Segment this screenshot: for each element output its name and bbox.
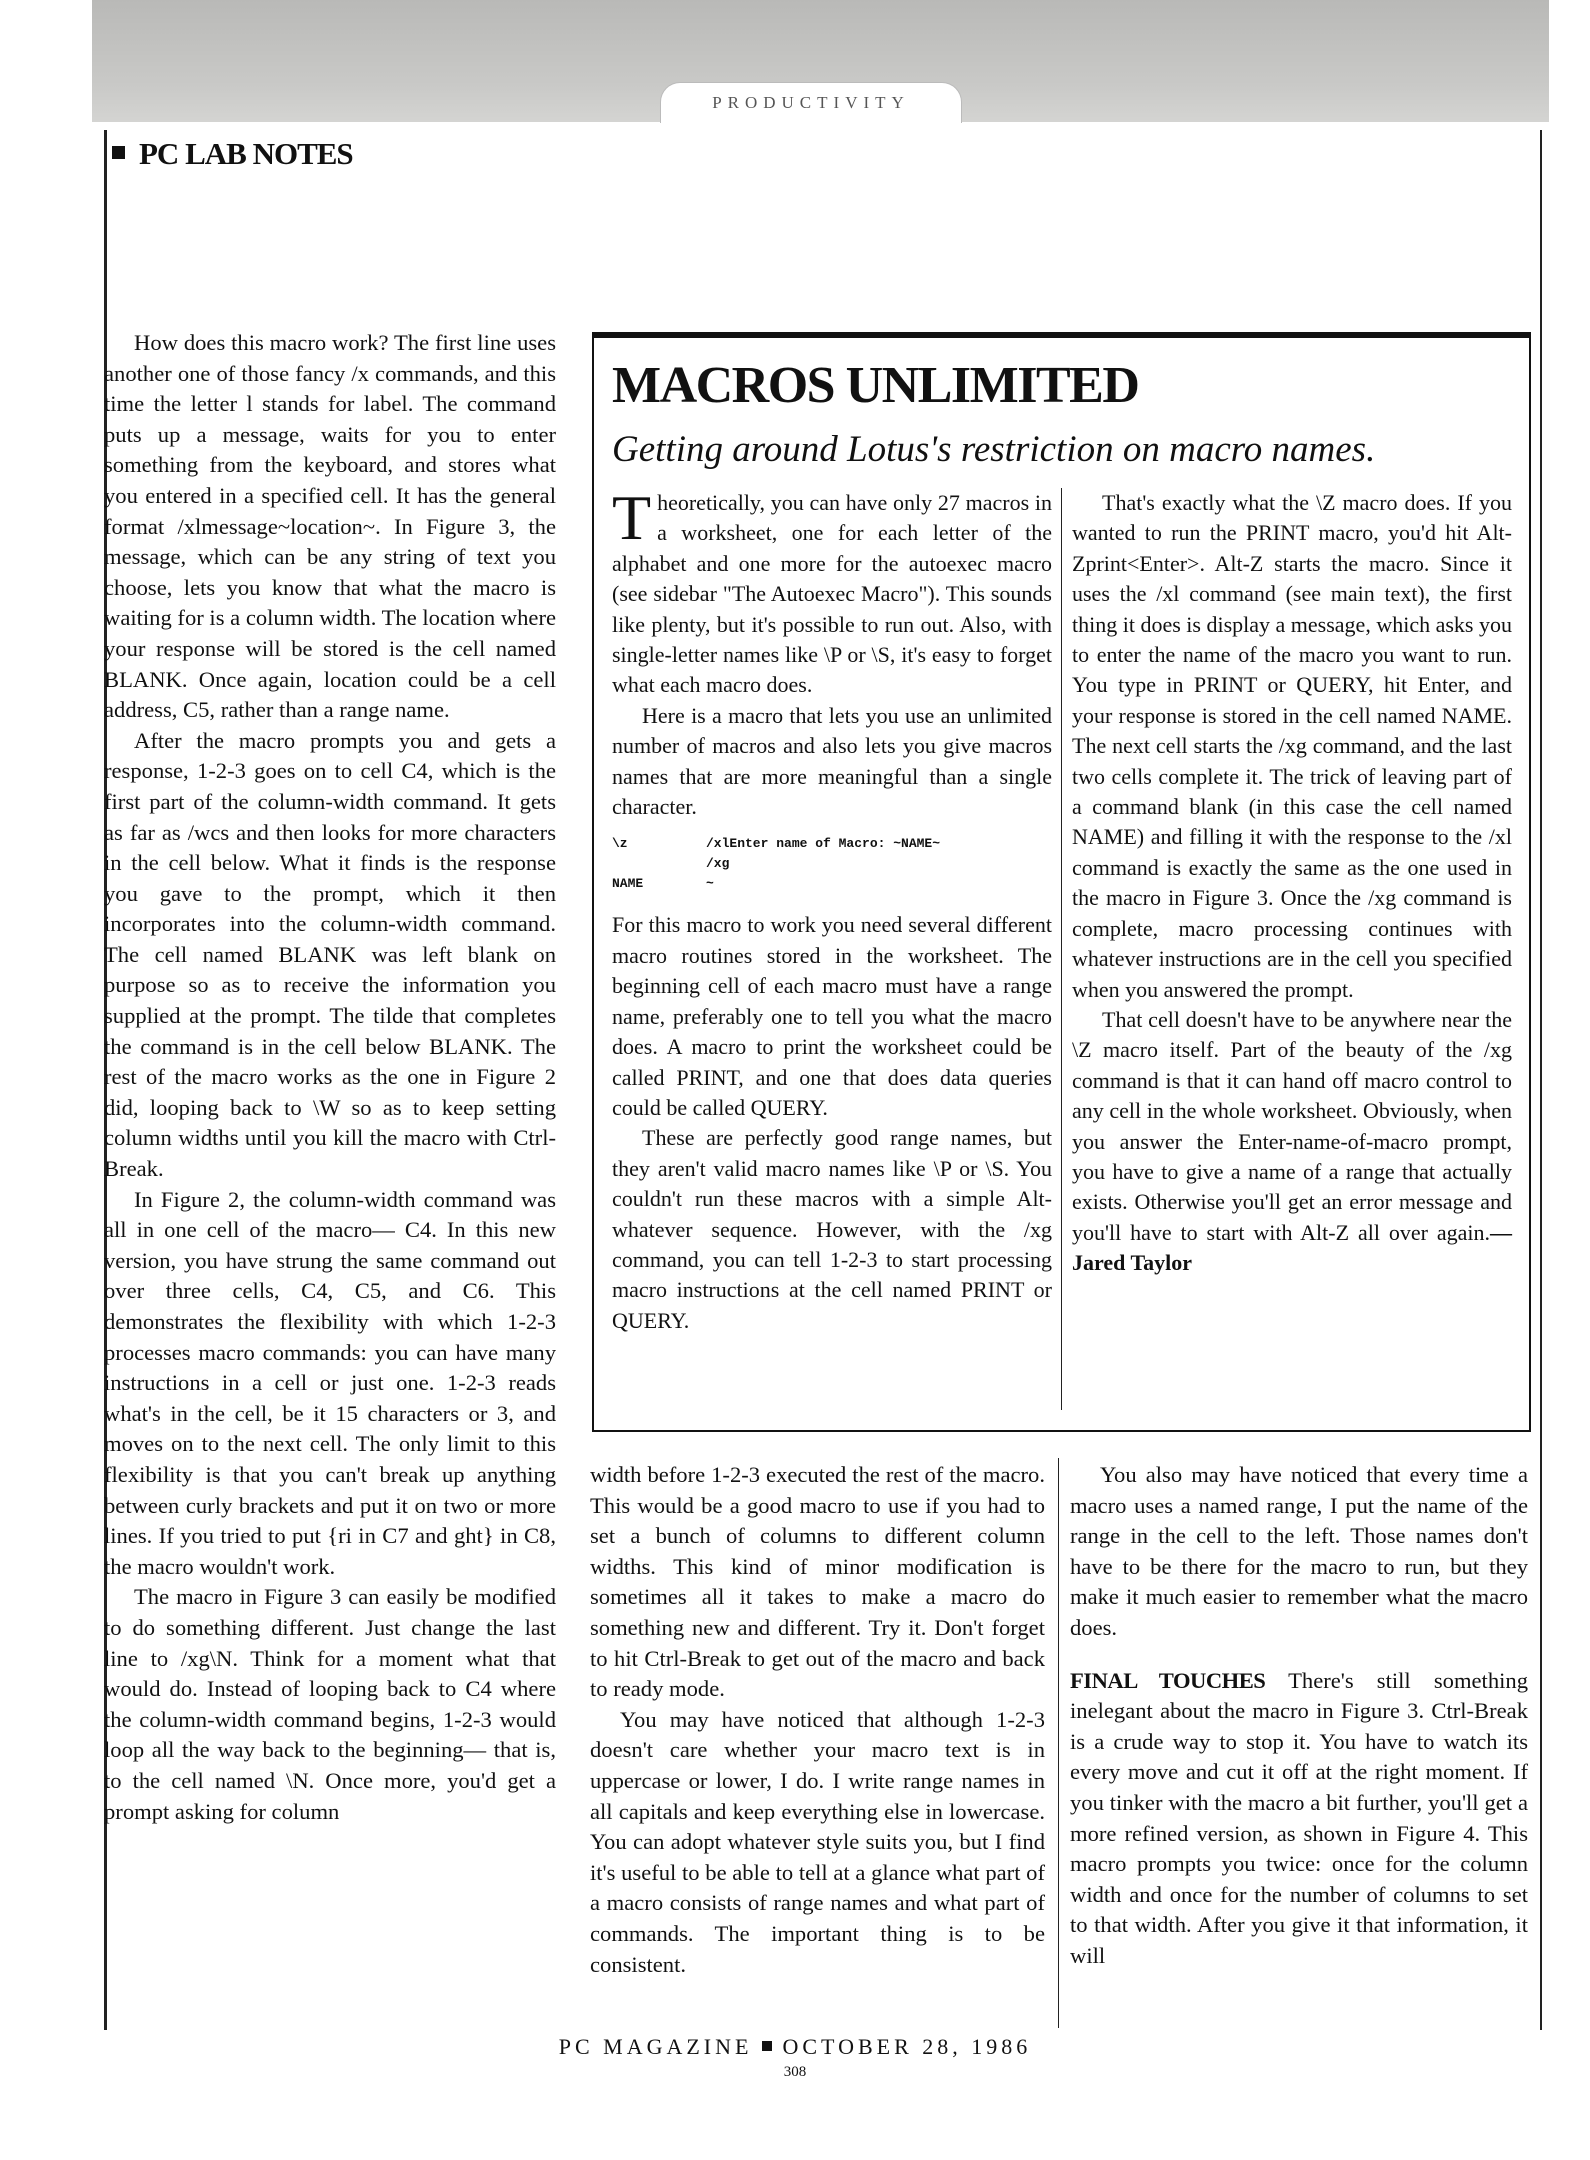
- page-header: [112, 136, 353, 172]
- paragraph: FINAL TOUCHES There's still something inelegant about the macro in Figure 3. Ctrl-Break is a crude way to stop it. You have to watch its every move and cut it off at the right moment. If you tinker with the macro a bit further, you'll get a more refined version, as shown in Figure 4. This macro prompts you twice: once for the column width and once for the number of columns to set to that width. After you give it that information, it will: [1070, 1667, 1528, 1968]
- byline: —Jared Taylor: [1072, 1219, 1512, 1276]
- code-listing: [612, 834, 1052, 894]
- drop-cap: T: [612, 482, 652, 553]
- paragraph: For this macro to work you need several different macro routines stored in the worksheet. The beginning cell of each macro must have a range name, preferably one to tell you what the macro does. A macro to print the worksheet could be called PRINT, and one that does data queries could be called QUERY.: [612, 912, 1052, 1120]
- code-cell: NAME: [612, 876, 644, 892]
- main-column-3: [1070, 1460, 1528, 1972]
- sidebar-title: MACROS UNLIMITED: [612, 357, 1139, 414]
- paragraph: Here is a macro that lets you use an unlimited number of macros and also lets you give macros names that are more meaningful than a single character.: [612, 702, 1052, 820]
- code-cell: ~: [706, 876, 714, 892]
- right-rule: [1540, 130, 1542, 2030]
- sidebar-column-divider: [1061, 488, 1062, 1410]
- run-in-head: FINAL TOUCHES: [1070, 1667, 1266, 1693]
- footer-bullet-icon: [762, 2041, 772, 2051]
- code-cell: /xg: [706, 856, 730, 872]
- sidebar-column-1: [612, 482, 1052, 1336]
- sidebar-box: [592, 332, 1531, 1432]
- paragraph: Theoretically, you can have only 27 macros in a worksheet, one for each letter of the alphabet and one more for the autoexec macro (see sidebar "The Autoexec Macro"). This sounds like plenty, but it's possible to run out. Also, with single-letter names like \P or \S, it's easy to forget what each macro does.: [612, 482, 1052, 698]
- paragraph: That cell doesn't have to be anywhere near the \Z macro itself. Part of the beauty of the /xg command is that it can hand off macro control to any cell in the whole worksheet. Obviously, when you answer the Enter-name-of-macro prompt, you have to give a name of a range that actually exists. Otherwise you'll get an error message and you'll have to start with Alt-Z all over again.—Jared Taylor: [1072, 1006, 1512, 1276]
- paragraph: You also may have noticed that every time a macro uses a named range, I put the name of the range in the cell to the left. Those names don't have to be there for the macro to run, but they make it much easier to remember what the macro does.: [1070, 1462, 1528, 1640]
- paragraph: In Figure 2, the column-width command was all in one cell of the macro— C4. In this new version, you have strung the same command out over three cells, C4, C5, and C6. This demonstrates the flexibility with which 1-2-3 processes macro commands: you can have many instructions in a cell or just one. 1-2-3 reads what's in the cell, be it 15 characters or 3, and moves on to the next cell. The only limit to this flexibility is that you can't break up anything between curly brackets and put it on two or more lines. If you tried to put {ri in C7 and ght} in C8, the macro wouldn't work.: [104, 1186, 556, 1579]
- page-footer: [0, 2034, 1590, 2060]
- footer-magazine: PC MAGAZINE: [558, 2034, 753, 2059]
- header-bullet-icon: [112, 146, 125, 159]
- main-column-1: [104, 328, 556, 1827]
- main-column-2: [590, 1460, 1045, 1980]
- paragraph: width before 1-2-3 executed the rest of the macro. This would be a good macro to use if you had to set a bunch of columns to different column widths. This kind of minor modification is sometimes all it takes to make a macro do something new and different. Try it. Don't forget to hit Ctrl-Break to get out of the macro and back to ready mode.: [590, 1462, 1045, 1702]
- section-tab: PRODUCTIVITY: [660, 82, 962, 123]
- sidebar-column-2: [1072, 488, 1512, 1279]
- paragraph: After the macro prompts you and gets a response, 1-2-3 goes on to cell C4, which is the first part of the column-width command. It gets as far as /wcs and then looks for more characters in the cell below. What it finds is the response you gave to the prompt, which it then incorporates into the column-width command. The cell named BLANK was left blank on purpose so as to receive the information you supplied at the prompt. The tilde that completes the command is in the cell below BLANK. The rest of the macro works as the one in Figure 2 did, looping back to \W so as to keep setting column widths until you kill the macro with Ctrl-Break.: [104, 727, 556, 1182]
- code-cell: \z: [612, 836, 628, 852]
- paragraph: You may have noticed that although 1-2-3 doesn't care whether your macro text is in uppercase or lower, I do. I write range names in all capitals and keep everything else in lowercase. You can adopt whatever style suits you, but I find it's useful to be able to tell at a glance what part of a macro consists of range names and what part of commands. The important thing is to be consistent.: [590, 1706, 1045, 1977]
- page-number: 308: [783, 2064, 807, 2080]
- paragraph: How does this macro work? The first line uses another one of those fancy /x commands, and this time the letter l stands for label. The command puts up a message, waits for you to enter something from the keyboard, and stores what you entered in a specified cell. It has the general format /xlmessage~location~. In Figure 3, the message, which can be any string of text you choose, lets you know that what the macro is waiting for is a column width. The location where your response will be stored is the cell named BLANK. Once again, location could be a cell address, C5, rather than a range name.: [104, 330, 556, 723]
- paragraph: The macro in Figure 3 can easily be modified to do something different. Just change the last line to /xg\N. Think for a moment what that would do. Instead of looping back to C4 where the column-width command begins, 1-2-3 would loop all the way back to the beginning— that is, to the cell named \N. Once more, you'd get a prompt asking for column: [104, 1584, 556, 1824]
- paragraph: These are perfectly good range names, but they aren't valid macro names like \P or \S. You couldn't run these macros with a simple Alt-whatever sequence. However, with the /xg command, you can tell 1-2-3 to start processing macro instructions at the cell named PRINT or QUERY.: [612, 1125, 1052, 1333]
- paragraph: That's exactly what the \Z macro does. If you wanted to run the PRINT macro, you'd hit Alt-Zprint<Enter>. Alt-Z starts the macro. Since it uses the /xl command (see main text), the first thing it does is display a message, which asks you to enter the name of the macro you want to run. You type in PRINT or QUERY, hit Enter, and your response is stored in the cell named NAME. The next cell starts the /xg command, and the last two cells complete it. The trick of leaving part of a command blank (in this case the cell named NAME) and filling it with the response to the /xl command is exactly the same as the one used in the macro in Figure 3. Once the /xg command is complete, macro processing continues with whatever instructions are in the cell you specified when you answered the prompt.: [1072, 490, 1512, 1002]
- code-cell: /xlEnter name of Macro: ~NAME~: [706, 836, 941, 852]
- header-text: PC LAB NOTES: [139, 136, 353, 171]
- sidebar-deck: Getting around Lotus's restriction on macro names.: [612, 429, 1376, 470]
- code-cell: [612, 854, 706, 874]
- footer-date: OCTOBER 28, 1986: [782, 2034, 1032, 2059]
- column-divider: [1058, 1458, 1059, 2028]
